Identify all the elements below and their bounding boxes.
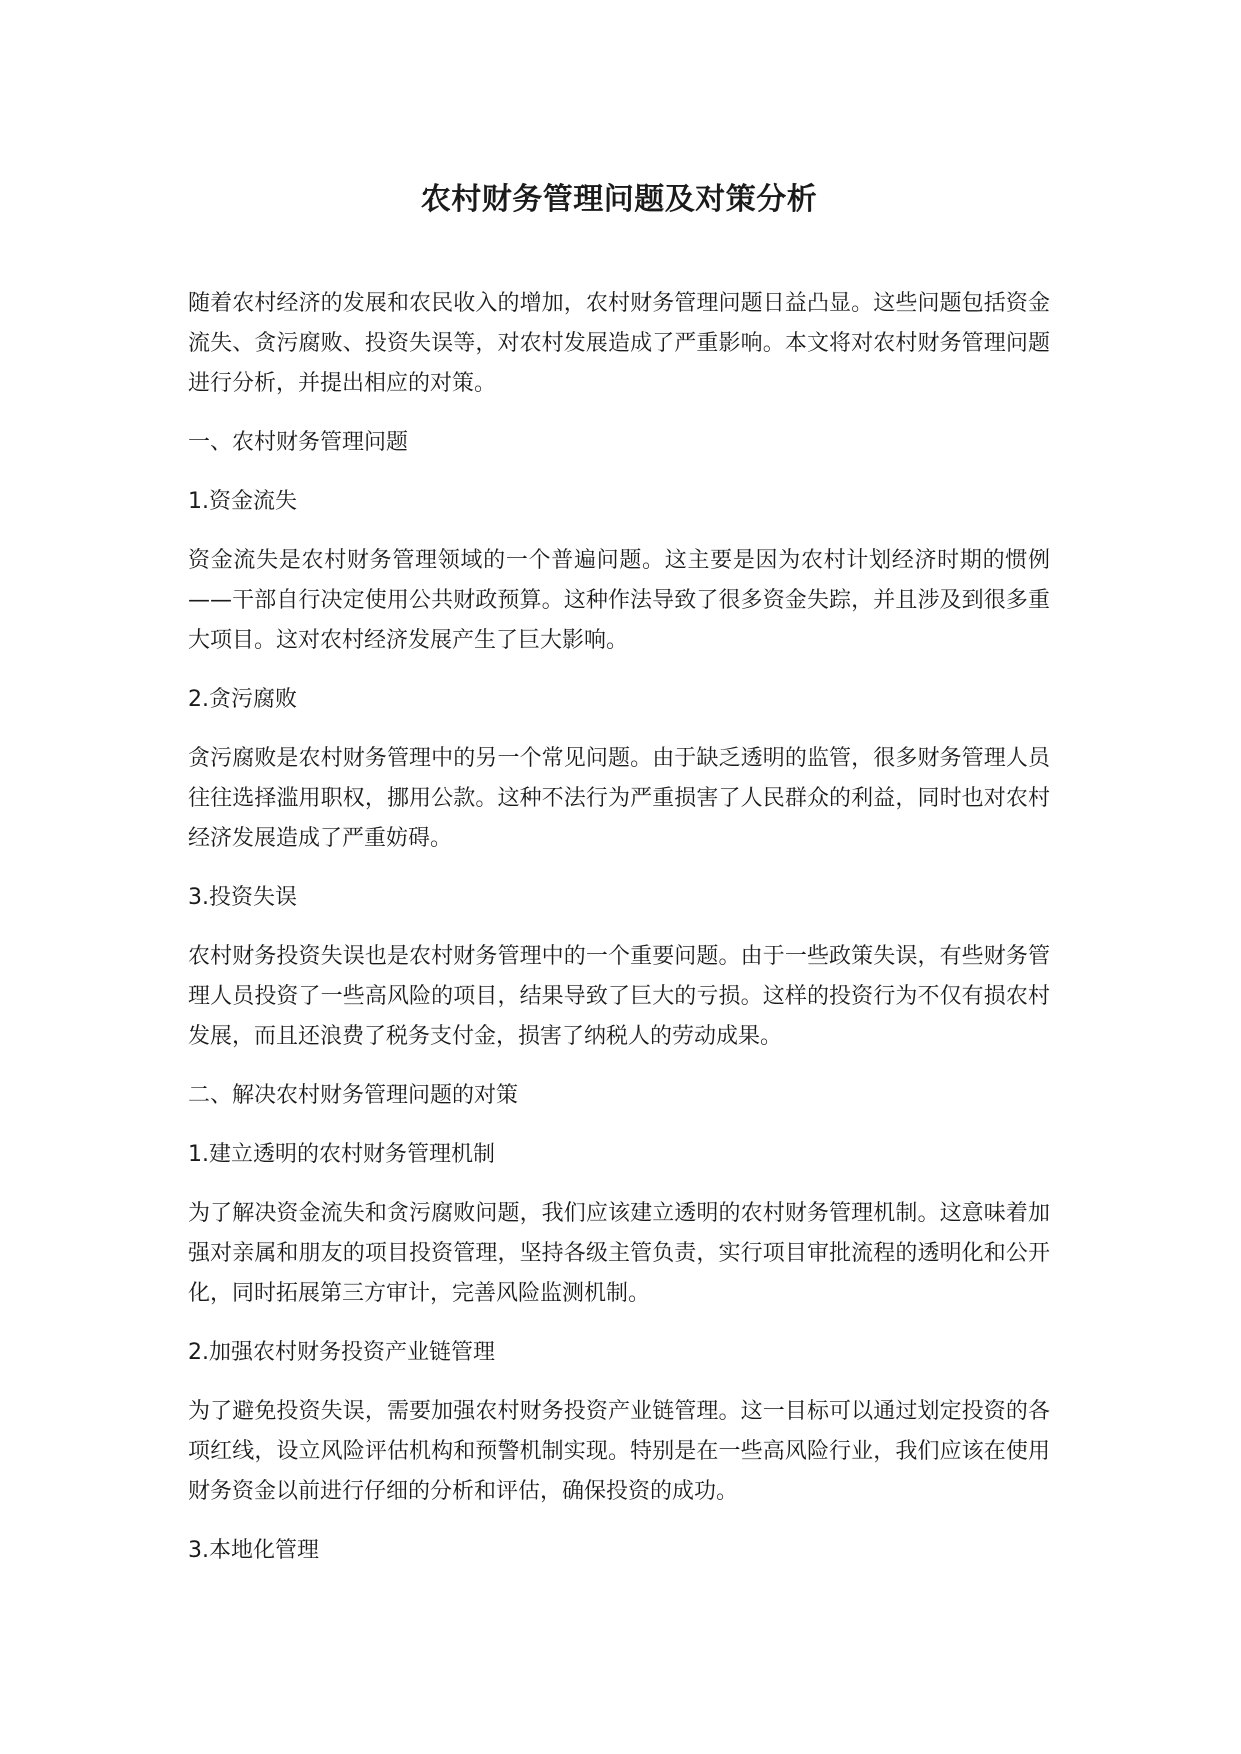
subsection-2-1-heading: 1.建立透明的农村财务管理机制 (188, 1142, 495, 1167)
document-title: 农村财务管理问题及对策分析 (420, 182, 818, 217)
subsection-2-3-heading: 3.本地化管理 (188, 1538, 319, 1563)
subsection-2-2-paragraph: 为了避免投资失误，需要加强农村财务投资产业链管理。这一目标可以通过划定投资的各项红线，设立风险评估机构和预警机制实现。特别是在一些高风险行业，我们应该在使用财务资金以前进行仔细的分析和评估，确保投资的成功。 (188, 1399, 1050, 1504)
document-page (188, 178, 1050, 1590)
subsection-1-3-heading: 3.投资失误 (188, 885, 297, 910)
subsection-1-1-heading: 1.资金流失 (188, 489, 297, 514)
subsection-2-2-heading: 2.加强农村财务投资产业链管理 (188, 1340, 495, 1365)
subsection-1-3-paragraph: 农村财务投资失误也是农村财务管理中的一个重要问题。由于一些政策失误，有些财务管理人员投资了一些高风险的项目，结果导致了巨大的亏损。这样的投资行为不仅有损农村发展，而且还浪费了税务支付金，损害了纳税人的劳动成果。 (188, 944, 1050, 1049)
subsection-1-2-heading: 2.贪污腐败 (188, 687, 297, 712)
section-1-heading: 一、农村财务管理问题 (188, 430, 409, 455)
subsection-1-1-paragraph: 资金流失是农村财务管理领域的一个普遍问题。这主要是因为农村计划经济时期的惯例——干部自行决定使用公共财政预算。这种作法导致了很多资金失踪，并且涉及到很多重大项目。这对农村经济发展产生了巨大影响。 (188, 548, 1050, 653)
section-2-heading: 二、解决农村财务管理问题的对策 (188, 1083, 519, 1108)
subsection-2-1-paragraph: 为了解决资金流失和贪污腐败问题，我们应该建立透明的农村财务管理机制。这意味着加强对亲属和朋友的项目投资管理，坚持各级主管负责，实行项目审批流程的透明化和公开化，同时拓展第三方审计，完善风险监测机制。 (188, 1201, 1050, 1306)
subsection-1-2-paragraph: 贪污腐败是农村财务管理中的另一个常见问题。由于缺乏透明的监管，很多财务管理人员往往选择滥用职权，挪用公款。这种不法行为严重损害了人民群众的利益，同时也对农村经济发展造成了严重妨碍。 (188, 746, 1050, 851)
intro-paragraph: 随着农村经济的发展和农民收入的增加，农村财务管理问题日益凸显。这些问题包括资金流失、贪污腐败、投资失误等，对农村发展造成了严重影响。本文将对农村财务管理问题进行分析，并提出相应的对策。 (188, 291, 1050, 396)
